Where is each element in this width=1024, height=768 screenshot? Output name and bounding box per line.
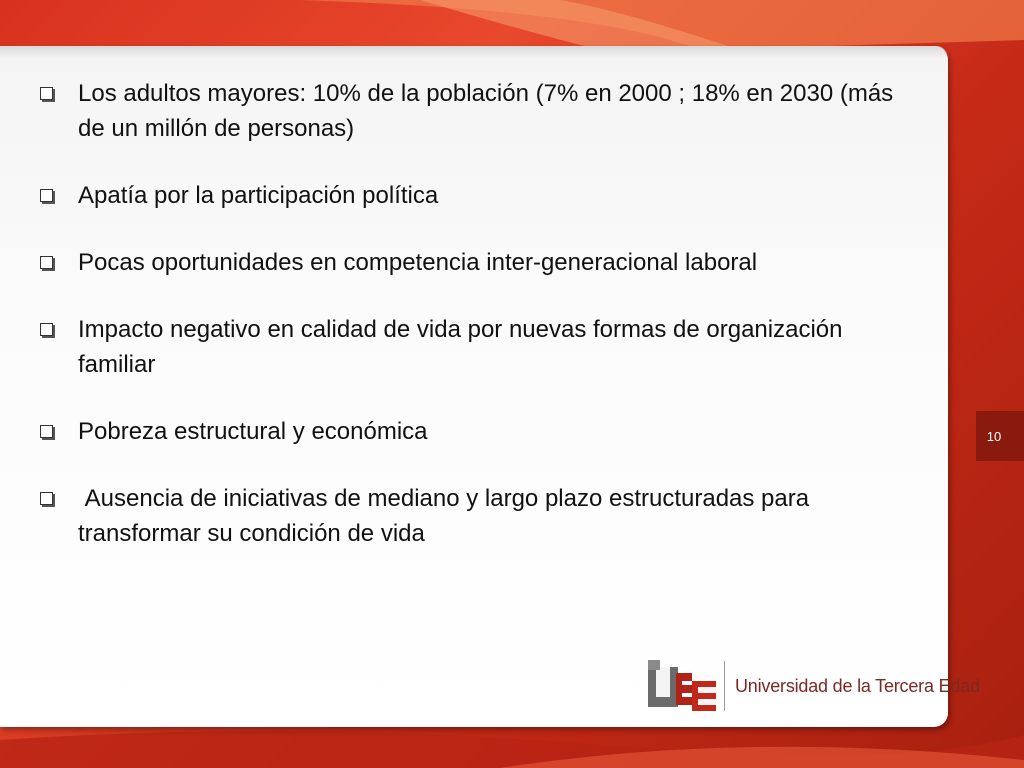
bullet-list	[38, 76, 918, 583]
bullet-text: Ausencia de iniciativas de mediano y largo plazo estructuradas para transformar su condición de vida	[78, 485, 816, 547]
bullet-text: Pobreza estructural y económica	[78, 418, 428, 445]
bullet-text: Apatía por la participación política	[78, 182, 439, 209]
bullet-text: Los adultos mayores: 10% de la población (7% en 2000 ; 18% en 2030 (más de un millón de personas)	[78, 80, 894, 142]
list-item	[38, 245, 918, 280]
list-item	[38, 312, 918, 382]
checkbox-bullet-icon	[40, 492, 53, 505]
checkbox-bullet-icon	[40, 189, 53, 202]
logo-text: Universidad de la Tercera Edad	[735, 675, 980, 696]
list-item	[38, 481, 918, 551]
list-item	[38, 76, 918, 146]
page-number-badge	[976, 411, 1024, 461]
checkbox-bullet-icon	[40, 323, 53, 336]
list-item	[38, 178, 918, 213]
bullet-text: Impacto negativo en calidad de vida por nuevas formas de organización familiar	[78, 316, 843, 378]
university-logo	[646, 657, 980, 715]
u3e-logo-icon	[646, 657, 718, 715]
list-item	[38, 414, 918, 449]
page-number: 10	[986, 428, 1002, 444]
logo-divider	[724, 661, 725, 711]
checkbox-bullet-icon	[40, 87, 53, 100]
checkbox-bullet-icon	[40, 256, 53, 269]
bullet-text: Pocas oportunidades en competencia inter-generacional laboral	[78, 249, 758, 276]
checkbox-bullet-icon	[40, 425, 53, 438]
